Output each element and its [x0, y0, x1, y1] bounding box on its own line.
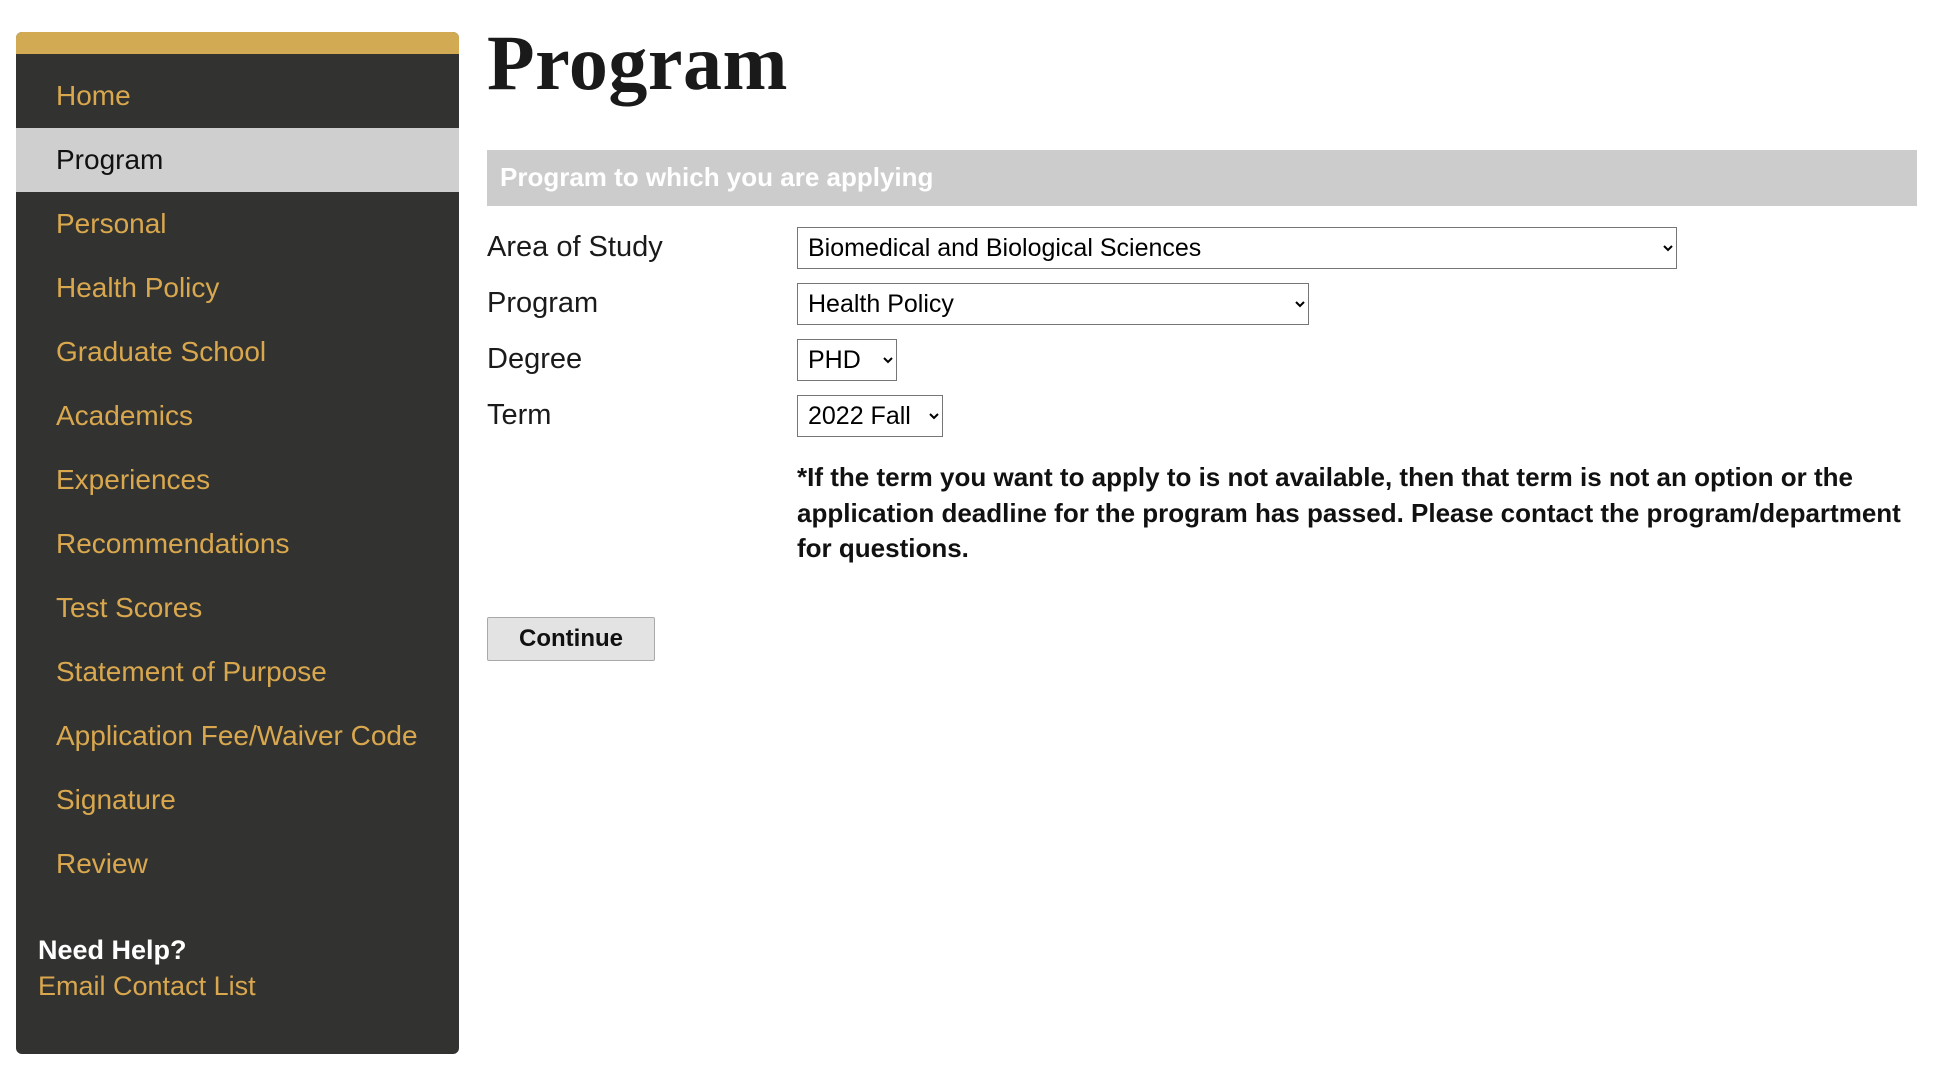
sidebar-item-program[interactable]: Program — [16, 128, 459, 192]
sidebar-item-personal[interactable]: Personal — [56, 208, 167, 239]
help-block — [16, 932, 459, 1005]
section-header: Program to which you are applying — [487, 150, 1917, 206]
form-row-area-of-study — [487, 220, 1940, 276]
program-select[interactable] — [797, 283, 1309, 325]
sidebar — [16, 32, 459, 1054]
sidebar-item-signature[interactable]: Signature — [56, 784, 176, 815]
area-of-study-label: Area of Study — [487, 231, 663, 264]
sidebar-item-recommendations[interactable]: Recommendations — [56, 528, 290, 559]
degree-label: Degree — [487, 343, 583, 376]
sidebar-item-test-scores[interactable]: Test Scores — [56, 592, 203, 623]
sidebar-item-health-policy[interactable]: Health Policy — [56, 272, 220, 303]
form-row-program — [487, 276, 1940, 332]
sidebar-nav — [16, 54, 459, 896]
degree-select[interactable] — [797, 339, 897, 381]
program-form — [487, 220, 1940, 444]
term-select[interactable] — [797, 395, 943, 437]
continue-button[interactable]: Continue — [487, 617, 655, 661]
sidebar-item-experiences[interactable]: Experiences — [56, 464, 211, 495]
sidebar-accent-bar — [16, 32, 459, 54]
main-content — [487, 0, 1940, 1080]
page-title: Program — [487, 19, 788, 106]
term-availability-note: *If the term you want to apply to is not available, then that term is not an option or the application deadline for the program has passed. Please contact the program/department for questions. — [797, 461, 1901, 564]
sidebar-item-home[interactable]: Home — [56, 80, 131, 111]
area-of-study-select[interactable] — [797, 227, 1677, 269]
term-label: Term — [487, 399, 552, 432]
sidebar-item-statement-of-purpose[interactable]: Statement of Purpose — [56, 656, 327, 687]
sidebar-item-review[interactable]: Review — [56, 848, 148, 879]
form-row-degree — [487, 332, 1940, 388]
form-row-term — [487, 388, 1940, 444]
sidebar-item-academics[interactable]: Academics — [56, 400, 193, 431]
email-contact-list-link[interactable]: Email Contact List — [38, 971, 256, 1002]
sidebar-item-application-fee-waiver-code[interactable]: Application Fee/Waiver Code — [56, 720, 418, 751]
program-label: Program — [487, 287, 599, 320]
sidebar-item-graduate-school[interactable]: Graduate School — [56, 336, 267, 367]
help-title: Need Help? — [38, 935, 187, 965]
